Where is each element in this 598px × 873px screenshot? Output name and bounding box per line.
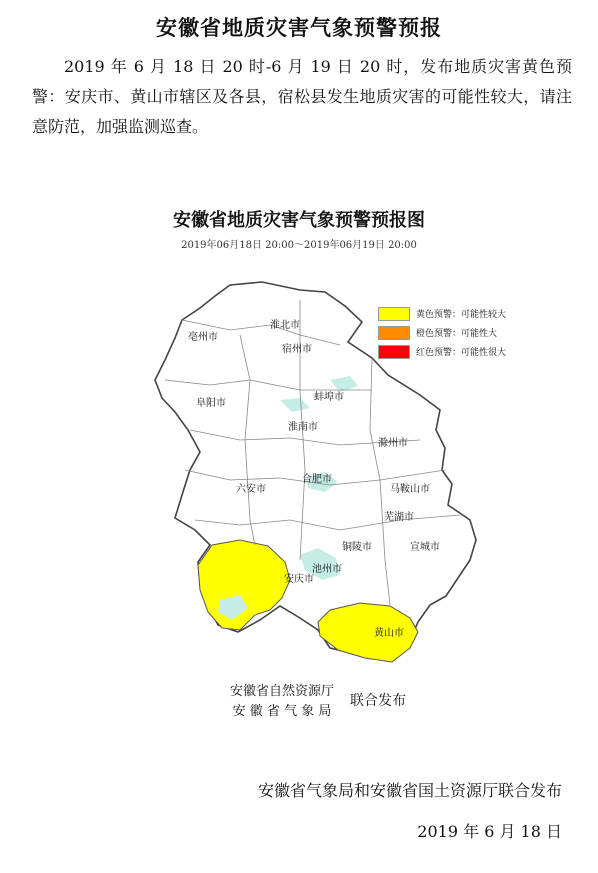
- city-huangshan: 黄山市: [374, 628, 404, 639]
- city-wuhu: 芜湖市: [384, 512, 414, 523]
- city-hefei: 合肥市: [302, 474, 332, 485]
- map-title: 安徽省地质灾害气象预警预报图: [173, 210, 425, 231]
- city-suzhou: 宿州市: [282, 344, 312, 355]
- city-maanshan: 马鞍山市: [390, 484, 430, 495]
- legend-swatch-red: [378, 345, 410, 359]
- legend-label: 黄色预警：可能性较大: [416, 310, 507, 320]
- city-bengbu: 蚌埠市: [314, 392, 344, 403]
- city-chizhou: 池州市: [312, 564, 342, 575]
- city-huaibei: 淮北市: [270, 320, 300, 331]
- map-subtitle: 2019年06月18日 20:00～2019年06月19日 20:00: [181, 240, 417, 251]
- legend-item-yellow: [378, 304, 506, 323]
- legend-swatch-orange: [378, 326, 410, 340]
- city-chuzhou: 滁州市: [378, 438, 408, 449]
- issuer-meteorology: 安 徽 省 气 象 局: [232, 704, 332, 719]
- issuer-resources: 安徽省自然资源厅: [230, 684, 335, 699]
- legend-label: 橙色预警：可能性大: [416, 329, 498, 339]
- city-luan: 六安市: [236, 484, 266, 495]
- footer-date: 2019 年 6 月 18 日: [417, 822, 562, 841]
- footer-publisher: 安徽省气象局和安徽省国土资源厅联合发布: [257, 781, 562, 800]
- legend-swatch-yellow: [378, 307, 410, 321]
- city-fuyang: 阜阳市: [196, 398, 226, 409]
- page-title: 安徽省地质灾害气象预警预报: [156, 15, 442, 40]
- city-tongling: 铜陵市: [342, 542, 372, 553]
- city-xuancheng: 宣城市: [410, 542, 440, 553]
- city-bozhou: 亳州市: [188, 332, 218, 343]
- anqing-warning-zone: [198, 540, 290, 630]
- map-legend: [378, 304, 506, 361]
- warning-notice: 2019 年 6 月 18 日 20 时-6 月 19 日 20 时，发布地质灾害黄色预警：安庆市、黄山市辖区及各县，宿松县发生地质灾害的可能性较大，请注意防范，加强监测巡查。: [32, 57, 572, 136]
- city-huainan: 淮南市: [288, 422, 318, 433]
- legend-item-red: [378, 342, 506, 361]
- joint-release-label: 联合发布: [350, 693, 406, 709]
- city-anqing: 安庆市: [284, 574, 314, 585]
- issuer-list: [230, 682, 334, 722]
- legend-item-orange: [378, 323, 506, 342]
- legend-label: 红色预警：可能性很大: [416, 348, 507, 358]
